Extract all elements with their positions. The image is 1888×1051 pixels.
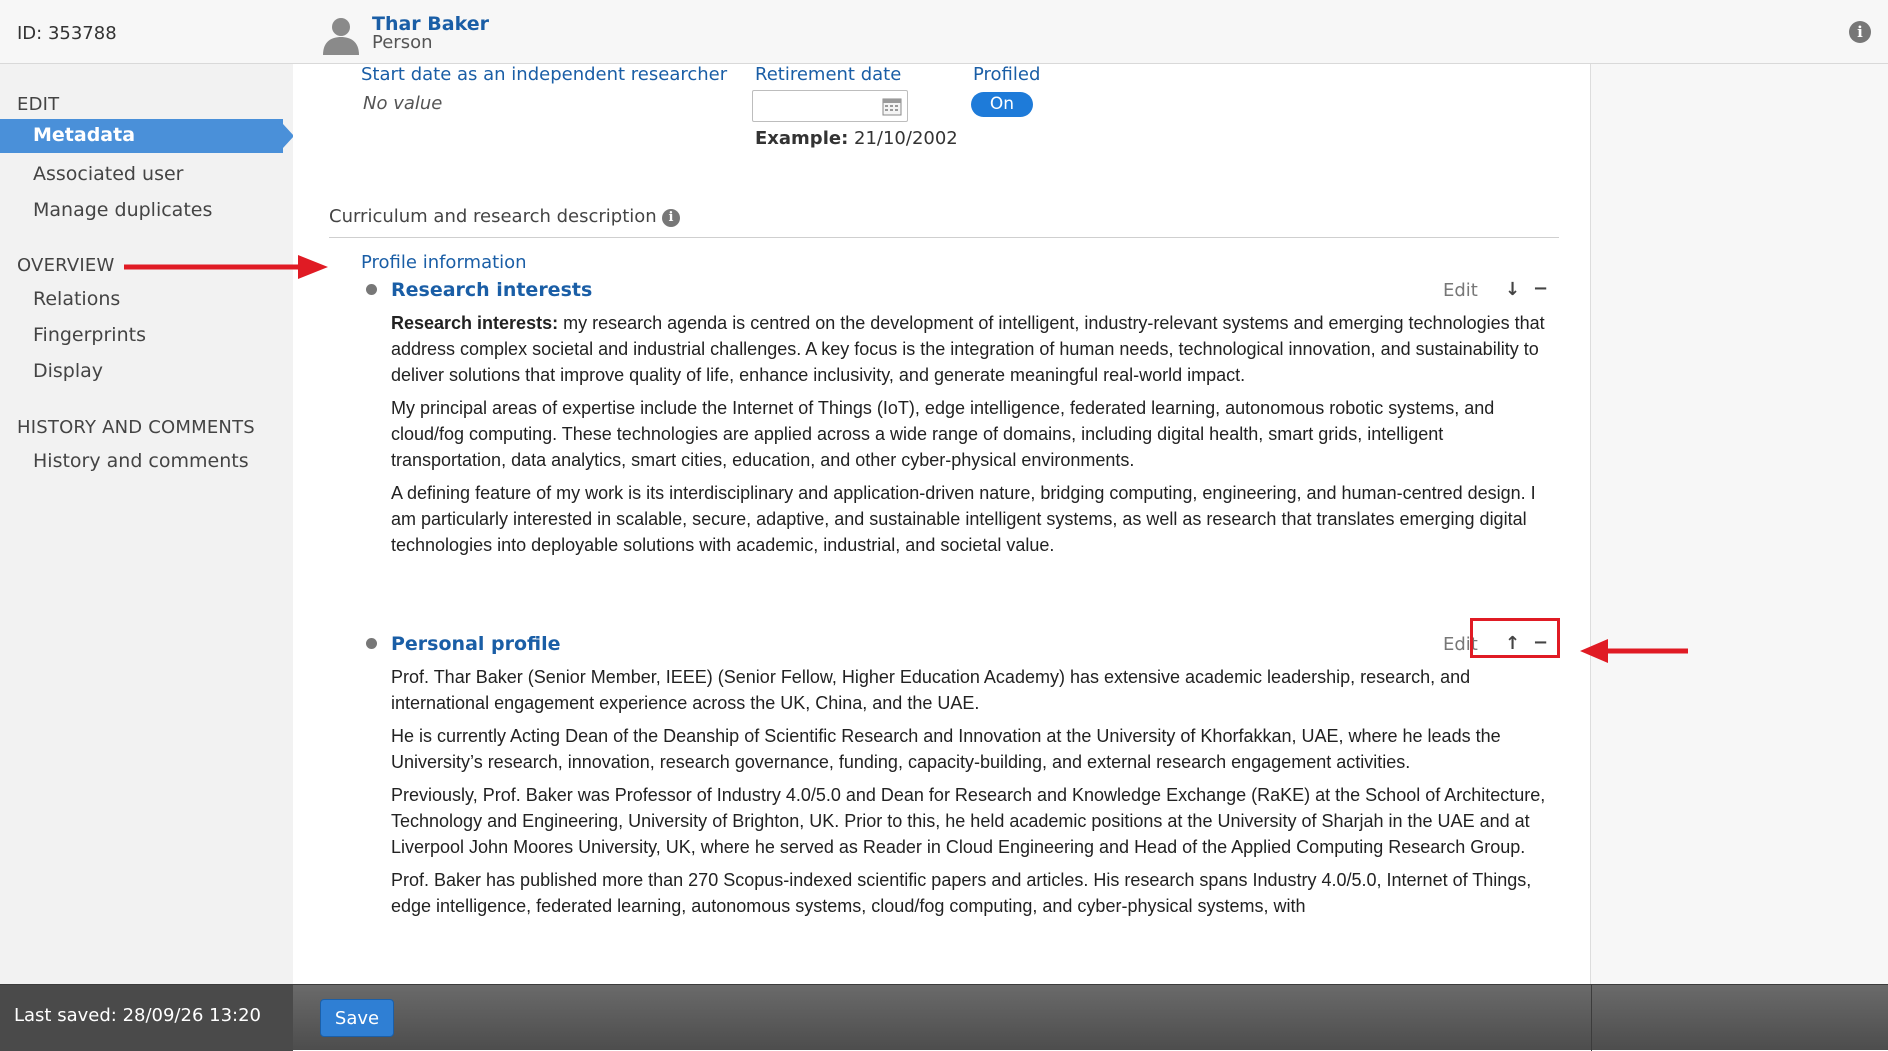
bullet-icon xyxy=(366,284,377,295)
top-bar xyxy=(0,0,1888,64)
sidebar-heading-overview: OVERVIEW xyxy=(17,255,115,276)
person-type: Person xyxy=(372,32,433,53)
sidebar-heading-edit: EDIT xyxy=(17,94,60,115)
info-icon[interactable]: i xyxy=(1849,21,1871,43)
sidebar-item-fingerprints[interactable]: Fingerprints xyxy=(33,324,146,346)
right-pane xyxy=(1591,64,1888,984)
bottom-divider xyxy=(1591,985,1592,1051)
arrow-left-icon xyxy=(1578,636,1690,666)
main-content xyxy=(293,64,1591,984)
entry-body-personal-profile: Prof. Thar Baker (Senior Member, IEEE) (Senior Fellow, Higher Education Academy) has extensive academic leadership, research, and international engagement experience across the UK, China, and the UAE. He is currently Acting Dean of the Deanship of Scientific Research and Innovation at the University of Khorfakkan, UAE, where he leads the University’s research, innovation, research governance, funding, capacity-building, and external research engagement activities. Previously, Prof. Baker was Professor of Industry 4.0/5.0 and Dean for Research and Knowledge Exchange (RaKE) at the School of Architecture, Technology and Engineering, University of Brighton, UK. Prior to this, he held academic positions at the University of Sharjah in the UAE and at Liverpool John Moores University, UK, where he served as Reader in Cloud Engineering and Head of the Applied Computing Research Group. Prof. Baker has published more than 270 Scopus-indexed scientific papers and articles. His research spans Industry 4.0/5.0, Internet of Things, edge intelligence, federated learning, autonomous systems, cloud/fog computing, and cyber-physical systems, with xyxy=(391,667,1546,916)
entry-title-personal-profile[interactable]: Personal profile xyxy=(391,633,561,655)
entry-body-research-interests: Research interests: my research agenda is centred on the development of intelligent, industry-relevant systems and emerging technologies that address complex societal and industrial challenges. A key focus is the integration of human needs, technological innovation, and sustainability to deliver solutions that improve quality of life, enhance inclusivity, and generate meaningful real-world impact. My principal areas of expertise include the Internet of Things (IoT), edge intelligence, federated learning, autonomous robotic systems, and cloud/fog computing. These technologies are applied across a wide range of domains, including digital health, smart grids, intelligent transportation, data analytics, smart cities, education, and other cyber-physical environments. A defining feature of my work is its interdisciplinary and application-driven nature, bridging computing, engineering, and human-centred design. I am particularly interested in scalable, secure, adaptive, and sustainable intelligent systems, as well as research that translates emerging digital technologies into deployable solutions with academic, industrial, and societal value. xyxy=(391,313,1545,555)
remove-icon[interactable]: − xyxy=(1533,278,1549,299)
move-up-icon[interactable]: ↑ xyxy=(1505,633,1521,654)
person-name[interactable]: Thar Baker xyxy=(372,13,489,35)
person-avatar-icon xyxy=(320,15,362,55)
sidebar-heading-history: HISTORY AND COMMENTS xyxy=(17,417,255,438)
sidebar-item-associated-user[interactable]: Associated user xyxy=(33,163,184,185)
remove-icon[interactable]: − xyxy=(1533,632,1549,653)
sidebar-item-metadata[interactable] xyxy=(0,119,283,153)
sidebar-item-relations[interactable]: Relations xyxy=(33,288,121,310)
info-icon[interactable]: i xyxy=(662,209,680,227)
highlight-box xyxy=(1470,618,1560,658)
save-button[interactable]: Save xyxy=(320,999,394,1037)
bullet-icon xyxy=(366,638,377,649)
calendar-icon[interactable] xyxy=(882,96,902,116)
sidebar-item-history-and-comments[interactable]: History and comments xyxy=(33,450,249,472)
profiled-label: Profiled xyxy=(973,64,1041,85)
profile-information-title: Profile information xyxy=(361,252,527,273)
sidebar-item-manage-duplicates[interactable]: Manage duplicates xyxy=(33,199,213,221)
last-saved-status: Last saved: 28/09/26 13:20 xyxy=(14,1005,261,1026)
curriculum-heading: Curriculum and research description xyxy=(329,206,657,227)
date-example: Example: 21/10/2002 xyxy=(755,128,958,149)
profiled-toggle[interactable]: On xyxy=(971,92,1033,117)
retirement-date-label: Retirement date xyxy=(755,64,902,85)
section-divider xyxy=(329,237,1559,238)
move-down-icon[interactable]: ↓ xyxy=(1505,279,1521,300)
entry-title-research-interests[interactable]: Research interests xyxy=(391,279,593,301)
start-date-value[interactable]: No value xyxy=(363,93,443,114)
retirement-date-input[interactable] xyxy=(752,90,908,122)
edit-button[interactable]: Edit xyxy=(1443,634,1478,655)
sidebar-item-label: Metadata xyxy=(33,124,136,146)
start-date-label: Start date as an independent researcher xyxy=(361,64,728,85)
bottom-bar xyxy=(0,984,1888,1050)
arrow-right-icon xyxy=(122,252,332,282)
sidebar-item-display[interactable]: Display xyxy=(33,360,104,382)
bottom-status-area xyxy=(0,985,293,1051)
sidebar xyxy=(0,64,293,984)
edit-button[interactable]: Edit xyxy=(1443,280,1478,301)
record-id: ID: 353788 xyxy=(17,23,117,44)
